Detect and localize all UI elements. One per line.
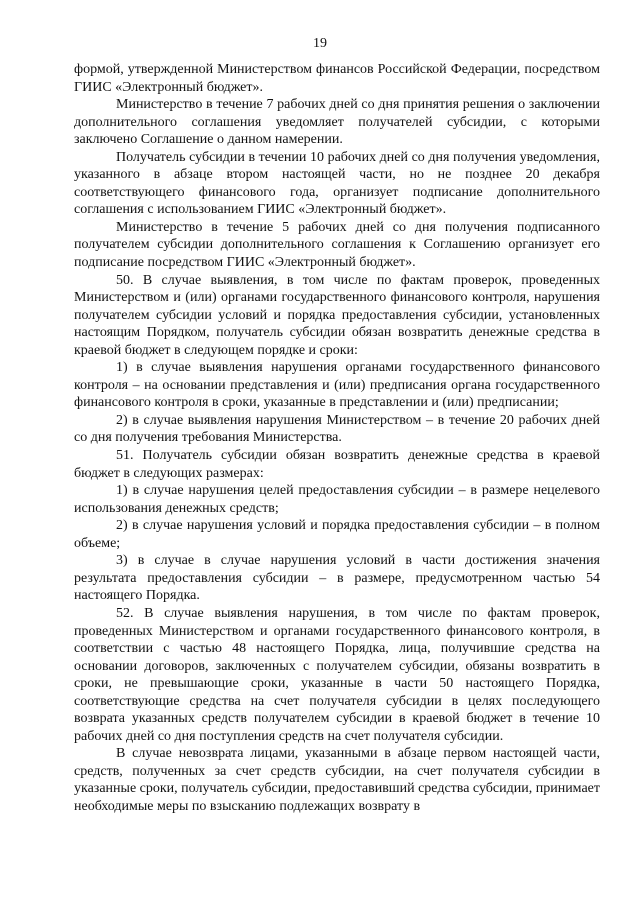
paragraph: Министерство в течение 7 рабочих дней со дня принятия решения о заключении дополнительного соглашения уведомляет получателей субсидии, с которыми заключено Соглашение о данном намерении. [74, 97, 600, 148]
paragraph-item: 2) в случае выявления нарушения Министерством – в течение 20 рабочих дней со дня получения требования Министерства. [74, 412, 600, 446]
paragraph-item: 1) в случае выявления нарушения органами государственного финансового контроля – на основании представления и (или) предписания органа государственного финансового контроля в сроки, указанные в представлении и (или) предписании; [74, 360, 600, 411]
document-body [74, 61, 600, 816]
paragraph-clause-50: 50. В случае выявления, в том числе по фактам проверок, проведенных Министерством и (или) органами государственного финансового контроля, нарушения получателем субсидии условий и порядка предоставления субсидии, установленных настоящим Порядком, получатель субсидии обязан возвратить денежные средства в краевой бюджет в следующем порядке и сроки: [74, 272, 600, 358]
paragraph: В случае невозврата лицами, указанными в абзаце первом настоящей части, средств, полученных за счет средств субсидии, на счет получателя субсидии в указанные сроки, получатель субсидии, предоставивший средства субсидии, принимает необходимые меры по взысканию подлежащих возврату в [74, 746, 600, 814]
paragraph-continuation: формой, утвержденной Министерством финансов Российской Федерации, посредством ГИИС «Электронный бюджет». [74, 62, 600, 95]
page-number: 19 [313, 36, 327, 51]
paragraph-item: 1) в случае нарушения целей предоставления субсидии – в размере нецелевого использования денежных средств; [74, 483, 600, 516]
paragraph-item: 3) в случае в случае нарушения условий в части достижения значения результата предоставления субсидии – в размере, предусмотренном частью 54 настоящего Порядка. [74, 553, 600, 604]
paragraph-item: 2) в случае нарушения условий и порядка предоставления субсидии – в полном объеме; [74, 518, 600, 551]
paragraph: Получатель субсидии в течении 10 рабочих дней со дня получения уведомления, указанного в абзаце втором настоящей части, но не позднее 20 декабря соответствующего финансового года, организует подписание дополнительного соглашения с использованием ГИИС «Электронный бюджет». [74, 149, 600, 218]
paragraph-clause-52: 52. В случае выявления нарушения, в том числе по фактам проверок, проведенных Министерством и органами государственного финансового контроля, в соответствии с частью 48 настоящего Порядка, лица, получившие средства на основании договоров, заключенных с получателем субсидии, обязаны возвратить в сроки, не превышающие сроки, указанные в части 50 настоящего Порядка, соответствующие средства на счет получателя субсидии в целях последующего возврата указанных средств получателем субсидии в краевой бюджет в течение 10 рабочих дней со дня поступления средств на счет получателя субсидии. [74, 605, 600, 744]
paragraph: Министерство в течение 5 рабочих дней со дня получения подписанного получателем субсидии дополнительного соглашения к Соглашению организует его подписание посредством ГИИС «Электронный бюджет». [74, 219, 600, 271]
paragraph-clause-51: 51. Получатель субсидии обязан возвратить денежные средства в краевой бюджет в следующих размерах: [74, 448, 600, 481]
